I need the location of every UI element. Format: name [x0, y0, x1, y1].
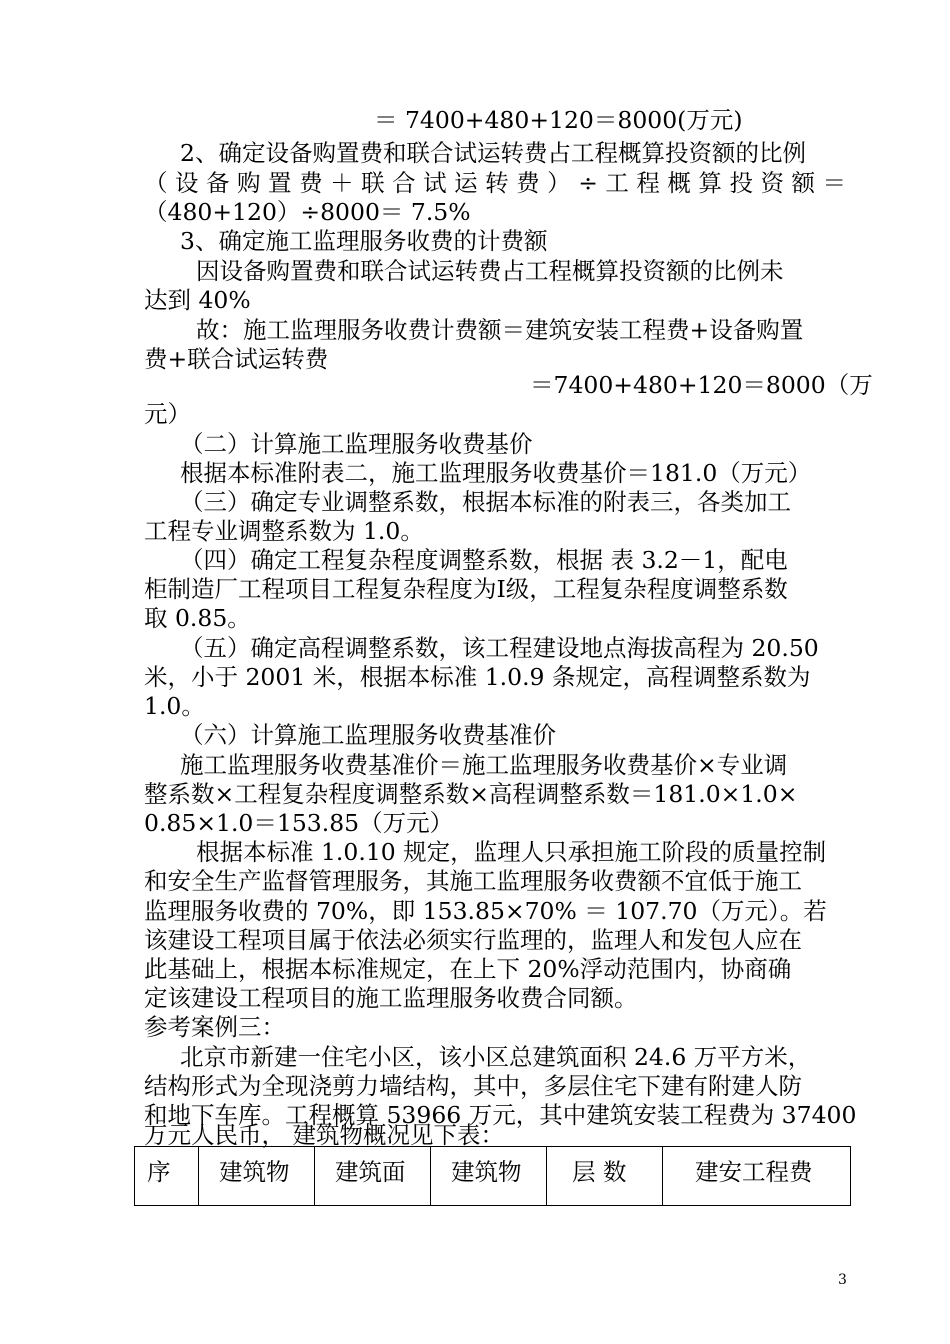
text-line: 柜制造厂工程项目工程复杂程度为Ⅰ级，工程复杂程度调整系数 [144, 575, 788, 603]
text-line: 工程专业调整系数为 1.0。 [144, 517, 424, 545]
text-line: （三）确定专业调整系数，根据本标准的附表三，各类加工 [180, 488, 791, 516]
text-line: 故：施工监理服务收费计费额＝建筑安装工程费+设备购置 [196, 316, 804, 344]
text-line: 元） [144, 400, 191, 428]
table-header-cell: 序 [135, 1147, 199, 1206]
text-line: 取 0.85。 [144, 604, 251, 632]
text-line: （设备购置费＋联合试运转费）÷工程概算投资额＝ [144, 169, 846, 197]
table-header-cell: 层 数 [547, 1147, 663, 1206]
text-line: 此基础上，根据本标准规定，在上下 20%浮动范围内，协商确 [144, 955, 792, 983]
text-line: 1.0。 [144, 692, 205, 720]
text-line: （五）确定高程调整系数，该工程建设地点海拔高程为 20.50 [180, 634, 819, 662]
text-line: 结构形式为全现浇剪力墙结构，其中，多层住宅下建有附建人防 [144, 1072, 802, 1100]
text-line: ＝7400+480+120＝8000（万 [530, 371, 873, 399]
text-line: （六）计算施工监理服务收费基准价 [180, 721, 556, 749]
text-line: 因设备购置费和联合试运转费占工程概算投资额的比例未 [196, 257, 784, 285]
text-line: 定该建设工程项目的施工监理服务收费合同额。 [144, 984, 638, 1012]
text-line: 监理服务收费的 70%，即 153.85×70% ＝ 107.70（万元）。若 [144, 897, 827, 925]
text-line: 费+联合试运转费 [144, 345, 329, 373]
text-line: ＝ 7400+480+120＝8000(万元) [374, 106, 743, 134]
table-header-cell: 建筑物 [431, 1147, 547, 1206]
page-number: 3 [838, 1272, 847, 1288]
text-line: 2、确定设备购置费和联合试运转费占工程概算投资额的比例 [180, 139, 806, 167]
text-line: 3、确定施工监理服务收费的计费额 [180, 227, 548, 255]
text-line: 参考案例三： [144, 1013, 285, 1041]
table-header-cell: 建安工程费 [663, 1147, 851, 1206]
text-line: 北京市新建一住宅小区，该小区总建筑面积 24.6 万平方米， [180, 1043, 812, 1071]
building-overview-table [134, 1146, 851, 1206]
text-line: 该建设工程项目属于依法必须实行监理的，监理人和发包人应在 [144, 926, 802, 954]
text-line: 和安全生产监督管理服务，其施工监理服务收费额不宜低于施工 [144, 867, 802, 895]
text-line: （480+120）÷8000＝ 7.5% [144, 198, 471, 226]
text-line: 和地下车库。工程概算 53966 万元，其中建筑安装工程费为 37400 [144, 1101, 857, 1129]
text-line: 整系数×工程复杂程度调整系数×高程调整系数＝181.0×1.0× [144, 780, 798, 808]
table-header-row [135, 1147, 851, 1206]
text-line: 施工监理服务收费基准价＝施工监理服务收费基价×专业调 [180, 751, 788, 779]
table-header-cell: 建筑面 [315, 1147, 431, 1206]
text-line: 万元人民币， 建筑物概况见下表： [144, 1121, 504, 1149]
text-line: 根据本标准 1.0.10 规定，监理人只承担施工阶段的质量控制 [196, 838, 827, 866]
text-line: 达到 40% [144, 286, 251, 314]
text-line: （二）计算施工监理服务收费基价 [180, 430, 533, 458]
table-header-cell: 建筑物 [199, 1147, 315, 1206]
text-line: 0.85×1.0＝153.85（万元） [144, 809, 454, 837]
text-line: 根据本标准附表二，施工监理服务收费基价＝181.0（万元） [180, 459, 812, 487]
text-line: （四）确定工程复杂程度调整系数，根据 表 3.2－1，配电 [180, 546, 788, 574]
text-line: 米，小于 2001 米，根据本标准 1.0.9 条规定，高程调整系数为 [144, 663, 811, 691]
